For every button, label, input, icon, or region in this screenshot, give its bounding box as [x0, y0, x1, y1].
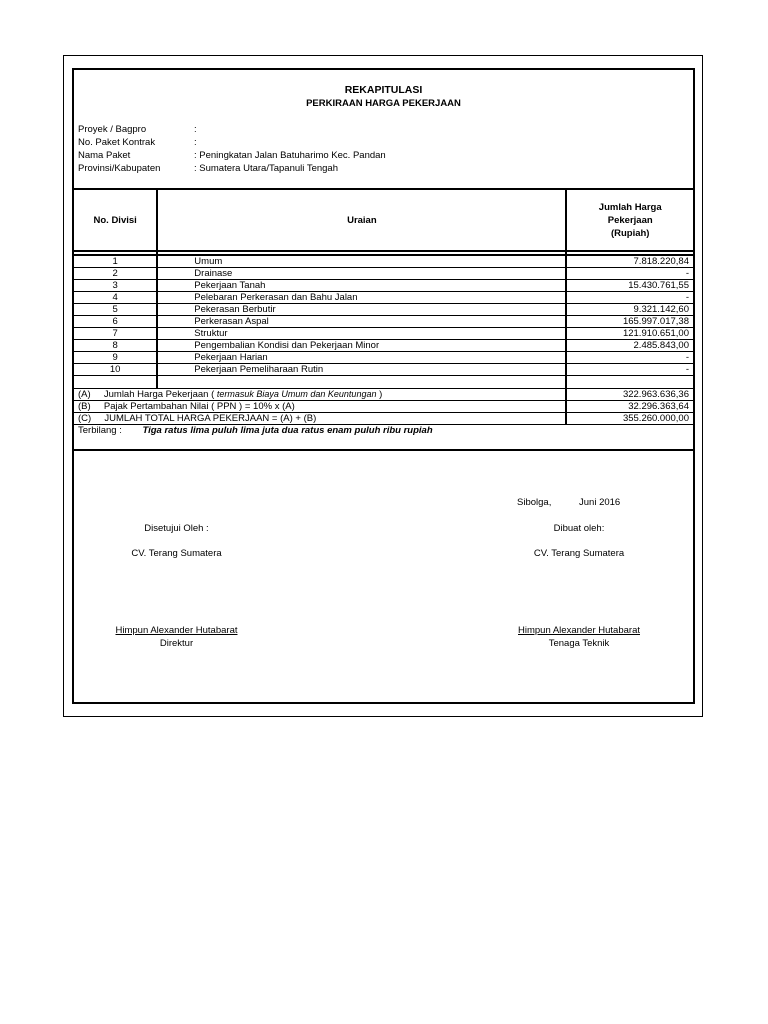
summary-row-c: [74, 413, 693, 425]
header-uraian: Uraian: [157, 189, 566, 251]
row-uraian: Pekerjaan Pemeliharaan Rutin: [157, 364, 566, 376]
summary-b-value: 32.296.363,64: [566, 401, 693, 413]
header-jumlah-line3: (Rupiah): [610, 227, 650, 239]
info-label-provinsi: Provinsi/Kabupaten: [78, 163, 161, 174]
row-uraian: Umum: [157, 255, 566, 268]
table-row: [74, 268, 693, 280]
table-row: [74, 304, 693, 316]
table-row: [74, 292, 693, 304]
row-jumlah: 7.818.220,84: [566, 255, 693, 268]
row-uraian: Pekerjaan Tanah: [157, 280, 566, 292]
summary-a-text: Jumlah Harga Pekerjaan (: [103, 389, 215, 400]
row-uraian: Pengembalian Kondisi dan Pekerjaan Minor: [157, 340, 566, 352]
right-role: Dibuat oleh:: [553, 523, 605, 534]
row-no: 9: [74, 352, 157, 364]
summary-row-a: [74, 389, 693, 401]
signature-date: Juni 2016: [579, 497, 621, 508]
left-signatory-title: Direktur: [159, 638, 194, 649]
info-value-provinsi: : Sumatera Utara/Tapanuli Tengah: [194, 163, 338, 174]
info-label-nama-paket: Nama Paket: [78, 150, 131, 161]
summary-c-code: (C): [78, 413, 92, 424]
summary-a-code: (A): [78, 389, 91, 400]
row-no: 7: [74, 328, 157, 340]
left-role: Disetujui Oleh :: [144, 523, 209, 534]
summary-b-label: [74, 401, 566, 413]
row-no: 10: [74, 364, 157, 376]
row-jumlah: 121.910.651,00: [566, 328, 693, 340]
row-jumlah: -: [566, 364, 693, 376]
row-no: 4: [74, 292, 157, 304]
summary-a-value: 322.963.636,36: [566, 389, 693, 401]
table-row: [74, 316, 693, 328]
summary-a-italic: termasuk Biaya Umum dan Keuntungan: [216, 389, 377, 399]
row-no: 6: [74, 316, 157, 328]
row-uraian: Struktur: [157, 328, 566, 340]
table-row: [74, 364, 693, 376]
right-signatory-name: Himpun Alexander Hutabarat: [518, 625, 640, 636]
table-header-row: [74, 189, 693, 251]
terbilang-label: Terbilang :: [78, 425, 122, 436]
row-uraian: Pelebaran Perkerasan dan Bahu Jalan: [157, 292, 566, 304]
summary-c-text: JUMLAH TOTAL HARGA PEKERJAAN = (A) + (B): [104, 413, 317, 424]
row-no: 8: [74, 340, 157, 352]
info-label-paket-kontrak: No. Paket Kontrak: [78, 137, 156, 148]
terbilang-text: Tiga ratus lima puluh lima juta dua ratus enam puluh ribu rupiah: [142, 425, 433, 436]
summary-b-text: Pajak Pertambahan Nilai ( PPN ) = 10% x (A): [103, 401, 295, 412]
signature-place: Sibolga,: [517, 497, 552, 508]
summary-a-close: ): [379, 389, 383, 400]
summary-c-value: 355.260.000,00: [566, 413, 693, 425]
document-subtitle: PERKIRAAN HARGA PEKERJAAN: [306, 98, 461, 109]
row-no: 3: [74, 280, 157, 292]
row-jumlah: 9.321.142,60: [566, 304, 693, 316]
info-value-paket-kontrak: :: [194, 137, 197, 148]
table-row: [74, 280, 693, 292]
left-company: CV. Terang Sumatera: [131, 548, 222, 559]
terbilang-row: [74, 425, 693, 451]
row-uraian: Drainase: [157, 268, 566, 280]
document-title: REKAPITULASI: [344, 84, 423, 96]
info-value-proyek: :: [194, 124, 197, 135]
row-jumlah: 15.430.761,55: [566, 280, 693, 292]
info-label-proyek: Proyek / Bagpro: [78, 124, 147, 135]
row-no: 2: [74, 268, 157, 280]
summary-row-b: [74, 401, 693, 413]
row-jumlah: -: [566, 292, 693, 304]
summary-c-label: [74, 413, 566, 425]
header-jumlah-line1: Jumlah Harga: [598, 201, 662, 213]
right-company: CV. Terang Sumatera: [533, 548, 625, 559]
row-uraian: Perkerasan Aspal: [157, 316, 566, 328]
info-value-nama-paket: : Peningkatan Jalan Batuharimo Kec. Pandan: [194, 150, 386, 161]
table-row: [74, 328, 693, 340]
right-signatory-title: Tenaga Teknik: [548, 638, 610, 649]
header-jumlah-line2: Pekerjaan: [607, 214, 653, 226]
table-row: [74, 340, 693, 352]
row-no: 1: [74, 255, 157, 268]
cost-summary-table: [74, 188, 693, 451]
row-jumlah: 2.485.843,00: [566, 340, 693, 352]
row-uraian: Pekerjaan Harian: [157, 352, 566, 364]
spacer-row-2: [74, 376, 693, 389]
left-signatory-name: Himpun Alexander Hutabarat: [115, 625, 238, 636]
row-no: 5: [74, 304, 157, 316]
row-jumlah: 165.997.017,38: [566, 316, 693, 328]
summary-b-code: (B): [78, 401, 91, 412]
row-uraian: Pekerasan Berbutir: [157, 304, 566, 316]
row-jumlah: -: [566, 268, 693, 280]
terbilang-cell: [74, 425, 693, 451]
summary-a-label: [74, 389, 566, 401]
table-row: [74, 255, 693, 268]
table-row: [74, 352, 693, 364]
row-jumlah: -: [566, 352, 693, 364]
division-rows: [74, 255, 693, 376]
document-inner-frame: [72, 68, 695, 704]
header-jumlah: [566, 189, 693, 251]
header-no-divisi: No. Divisi: [74, 189, 157, 251]
